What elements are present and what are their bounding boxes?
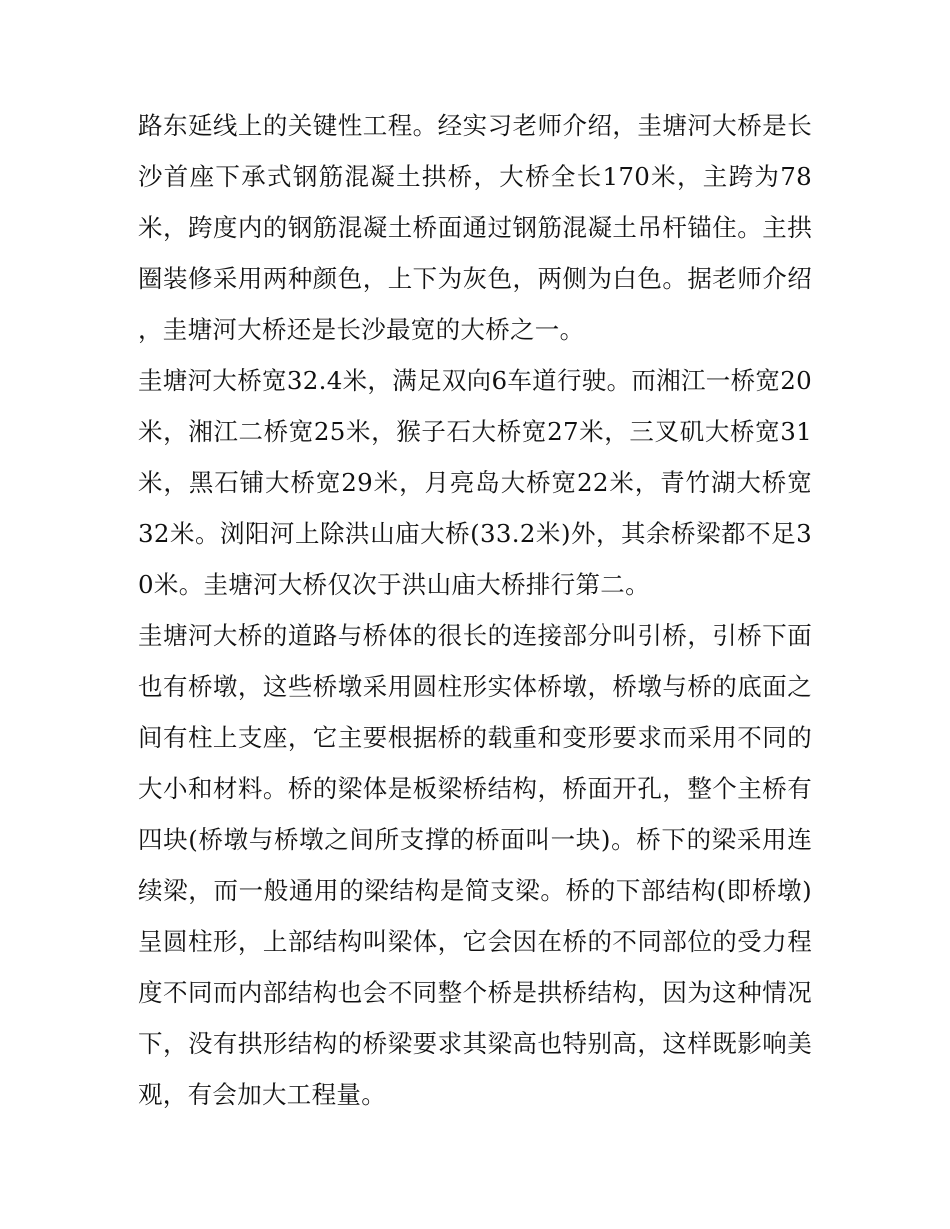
paragraph-bridge-width-comparison: 圭塘河大桥宽32.4米，满足双向6车道行驶。而湘江一桥宽20米，湘江二桥宽25米，猴子石大桥宽27米，三叉矶大桥宽31米，黑石铺大桥宽29米，月亮岛大桥宽22米，青竹湖大桥宽32米。浏阳河上除洪山庙大桥(33.2米)外，其余桥梁都不足30米。圭塘河大桥仅次于洪山庙大桥排行第二。 — [138, 366, 812, 599]
document-body — [138, 100, 812, 1120]
paragraph-bridge-intro: 路东延线上的关键性工程。经实习老师介绍，圭塘河大桥是长沙首座下承式钢筋混凝土拱桥，大桥全长170米，主跨为78米，跨度内的钢筋混凝土桥面通过钢筋混凝土吊杆锚住。主拱圈装修采用两种颜色，上下为灰色，两侧为白色。据老师介绍，圭塘河大桥还是长沙最宽的大桥之一。 — [138, 111, 812, 344]
paragraph-bridge-structure: 圭塘河大桥的道路与桥体的很长的连接部分叫引桥，引桥下面也有桥墩，这些桥墩采用圆柱形实体桥墩，桥墩与桥的底面之间有柱上支座，它主要根据桥的载重和变形要求而采用不同的大小和材料。桥的梁体是板梁桥结构，桥面开孔，整个主桥有四块(桥墩与桥墩之间所支撑的桥面叫一块)。桥下的梁采用连续梁，而一般通用的梁结构是简支梁。桥的下部结构(即桥墩)呈圆柱形，上部结构叫梁体，它会因在桥的不同部位的受力程度不同而内部结构也会不同整个桥是拱桥结构，因为这种情况下，没有拱形结构的桥梁要求其梁高也特别高，这样既影响美观，有会加大工程量。 — [138, 621, 812, 1109]
